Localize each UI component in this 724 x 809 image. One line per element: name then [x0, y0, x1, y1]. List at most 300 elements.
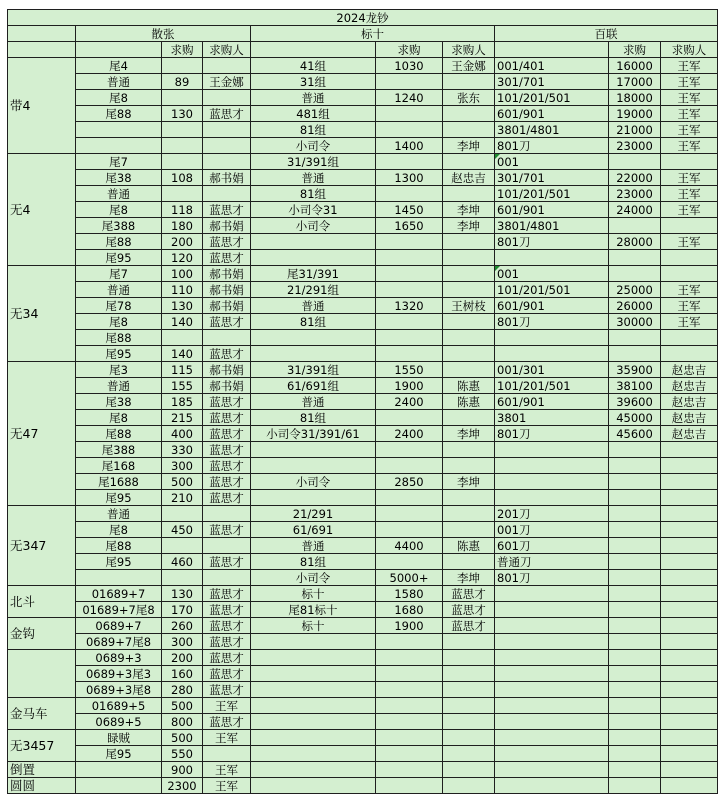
biaoshi-item-cell[interactable]: 小司令	[251, 218, 376, 234]
sanzhang-item-cell[interactable]: 尾8	[76, 410, 162, 426]
sanzhang-item-cell[interactable]: 0689+7尾8	[76, 634, 162, 650]
biaoshi-buyer-cell[interactable]	[443, 746, 495, 762]
bailian-item-cell[interactable]	[495, 730, 609, 746]
sanzhang-price-cell[interactable]: 800	[162, 714, 203, 730]
sanzhang-item-cell[interactable]: 尾88	[76, 234, 162, 250]
biaoshi-buyer-cell[interactable]	[443, 762, 495, 778]
header-blank[interactable]	[8, 26, 76, 42]
sanzhang-buyer-cell[interactable]	[203, 746, 251, 762]
biaoshi-price-cell[interactable]	[376, 314, 443, 330]
sanzhang-price-cell[interactable]: 155	[162, 378, 203, 394]
bailian-buyer-cell[interactable]	[661, 618, 718, 634]
column-header-bailian-buyer[interactable]: 求购人	[661, 42, 718, 58]
sanzhang-item-cell[interactable]: 普通	[76, 506, 162, 522]
sanzhang-price-cell[interactable]: 118	[162, 202, 203, 218]
biaoshi-price-cell[interactable]	[376, 234, 443, 250]
sanzhang-buyer-cell[interactable]: 郝书娟	[203, 378, 251, 394]
biaoshi-item-cell[interactable]: 尾31/391	[251, 266, 376, 282]
biaoshi-item-cell[interactable]	[251, 458, 376, 474]
biaoshi-price-cell[interactable]	[376, 346, 443, 362]
sanzhang-price-cell[interactable]	[162, 570, 203, 586]
biaoshi-item-cell[interactable]: 31组	[251, 74, 376, 90]
bailian-item-cell[interactable]: 601/901	[495, 394, 609, 410]
sanzhang-item-cell[interactable]: 普通	[76, 282, 162, 298]
biaoshi-item-cell[interactable]: 小司令31	[251, 202, 376, 218]
bailian-buyer-cell[interactable]: 王军	[661, 138, 718, 154]
biaoshi-price-cell[interactable]	[376, 458, 443, 474]
biaoshi-buyer-cell[interactable]: 陈惠	[443, 378, 495, 394]
sanzhang-buyer-cell[interactable]: 蓝思才	[203, 714, 251, 730]
bailian-buyer-cell[interactable]	[661, 218, 718, 234]
sanzhang-item-cell[interactable]: 尾8	[76, 202, 162, 218]
bailian-price-cell[interactable]: 28000	[609, 234, 661, 250]
biaoshi-buyer-cell[interactable]	[443, 698, 495, 714]
biaoshi-price-cell[interactable]	[376, 506, 443, 522]
sanzhang-buyer-cell[interactable]: 蓝思才	[203, 202, 251, 218]
bailian-buyer-cell[interactable]: 王军	[661, 122, 718, 138]
bailian-item-cell[interactable]: 001	[495, 266, 609, 282]
sanzhang-price-cell[interactable]: 140	[162, 346, 203, 362]
biaoshi-item-cell[interactable]	[251, 698, 376, 714]
group-label-cell[interactable]: 金钩	[8, 618, 76, 650]
biaoshi-item-cell[interactable]	[251, 250, 376, 266]
bailian-buyer-cell[interactable]: 王军	[661, 106, 718, 122]
sanzhang-item-cell[interactable]: 尾88	[76, 538, 162, 554]
sanzhang-item-cell[interactable]	[76, 762, 162, 778]
bailian-buyer-cell[interactable]: 王军	[661, 202, 718, 218]
biaoshi-price-cell[interactable]	[376, 442, 443, 458]
bailian-buyer-cell[interactable]	[661, 490, 718, 506]
bailian-buyer-cell[interactable]	[661, 698, 718, 714]
bailian-item-cell[interactable]: 301/701	[495, 170, 609, 186]
biaoshi-buyer-cell[interactable]	[443, 522, 495, 538]
sanzhang-item-cell[interactable]: 尾95	[76, 554, 162, 570]
bailian-item-cell[interactable]	[495, 330, 609, 346]
sanzhang-buyer-cell[interactable]: 王军	[203, 698, 251, 714]
bailian-item-cell[interactable]	[495, 650, 609, 666]
biaoshi-buyer-cell[interactable]: 赵忠吉	[443, 170, 495, 186]
bailian-item-cell[interactable]: 001刀	[495, 522, 609, 538]
bailian-buyer-cell[interactable]: 王军	[661, 282, 718, 298]
group-label-cell[interactable]: 无4	[8, 154, 76, 266]
bailian-item-cell[interactable]: 201刀	[495, 506, 609, 522]
bailian-price-cell[interactable]: 17000	[609, 74, 661, 90]
bailian-item-cell[interactable]	[495, 746, 609, 762]
biaoshi-item-cell[interactable]: 普通	[251, 170, 376, 186]
biaoshi-buyer-cell[interactable]: 李坤	[443, 570, 495, 586]
sanzhang-price-cell[interactable]: 215	[162, 410, 203, 426]
bailian-price-cell[interactable]	[609, 634, 661, 650]
biaoshi-buyer-cell[interactable]	[443, 154, 495, 170]
bailian-item-cell[interactable]	[495, 346, 609, 362]
bailian-buyer-cell[interactable]	[661, 538, 718, 554]
sanzhang-item-cell[interactable]: 尾1688	[76, 474, 162, 490]
bailian-item-cell[interactable]: 001	[495, 154, 609, 170]
biaoshi-buyer-cell[interactable]: 李坤	[443, 218, 495, 234]
bailian-buyer-cell[interactable]	[661, 522, 718, 538]
sanzhang-buyer-cell[interactable]: 蓝思才	[203, 650, 251, 666]
biaoshi-price-cell[interactable]: 4400	[376, 538, 443, 554]
bailian-buyer-cell[interactable]	[661, 506, 718, 522]
bailian-price-cell[interactable]	[609, 250, 661, 266]
biaoshi-price-cell[interactable]	[376, 330, 443, 346]
bailian-buyer-cell[interactable]: 王军	[661, 90, 718, 106]
bailian-buyer-cell[interactable]	[661, 602, 718, 618]
sanzhang-item-cell[interactable]: 尾168	[76, 458, 162, 474]
bailian-price-cell[interactable]: 26000	[609, 298, 661, 314]
sanzhang-buyer-cell[interactable]: 蓝思才	[203, 410, 251, 426]
biaoshi-buyer-cell[interactable]: 蓝思才	[443, 618, 495, 634]
bailian-item-cell[interactable]: 101/201/501	[495, 282, 609, 298]
bailian-buyer-cell[interactable]: 王军	[661, 186, 718, 202]
bailian-item-cell[interactable]	[495, 778, 609, 794]
header-blank[interactable]	[251, 42, 376, 58]
bailian-item-cell[interactable]: 801刀	[495, 426, 609, 442]
bailian-buyer-cell[interactable]	[661, 570, 718, 586]
bailian-price-cell[interactable]	[609, 618, 661, 634]
bailian-price-cell[interactable]	[609, 490, 661, 506]
biaoshi-price-cell[interactable]	[376, 682, 443, 698]
biaoshi-price-cell[interactable]: 1400	[376, 138, 443, 154]
sanzhang-price-cell[interactable]: 140	[162, 314, 203, 330]
sanzhang-buyer-cell[interactable]: 蓝思才	[203, 586, 251, 602]
sanzhang-buyer-cell[interactable]: 郝书娟	[203, 218, 251, 234]
bailian-item-cell[interactable]	[495, 442, 609, 458]
sanzhang-item-cell[interactable]: 尾8	[76, 522, 162, 538]
sanzhang-price-cell[interactable]: 115	[162, 362, 203, 378]
sanzhang-buyer-cell[interactable]: 蓝思才	[203, 554, 251, 570]
sheet-title[interactable]: 2024龙钞	[8, 10, 718, 26]
sanzhang-price-cell[interactable]: 130	[162, 586, 203, 602]
biaoshi-price-cell[interactable]: 1650	[376, 218, 443, 234]
bailian-item-cell[interactable]: 101/201/501	[495, 186, 609, 202]
bailian-item-cell[interactable]: 001/301	[495, 362, 609, 378]
sanzhang-item-cell[interactable]: 普通	[76, 186, 162, 202]
biaoshi-price-cell[interactable]	[376, 186, 443, 202]
bailian-price-cell[interactable]	[609, 730, 661, 746]
bailian-buyer-cell[interactable]	[661, 442, 718, 458]
sanzhang-item-cell[interactable]: 普通	[76, 74, 162, 90]
biaoshi-buyer-cell[interactable]: 李坤	[443, 138, 495, 154]
biaoshi-item-cell[interactable]: 81组	[251, 186, 376, 202]
bailian-item-cell[interactable]: 101/201/501	[495, 378, 609, 394]
biaoshi-buyer-cell[interactable]	[443, 778, 495, 794]
biaoshi-price-cell[interactable]	[376, 122, 443, 138]
biaoshi-price-cell[interactable]	[376, 522, 443, 538]
sanzhang-price-cell[interactable]: 2300	[162, 778, 203, 794]
biaoshi-buyer-cell[interactable]	[443, 266, 495, 282]
sanzhang-price-cell[interactable]: 89	[162, 74, 203, 90]
bailian-price-cell[interactable]: 22000	[609, 170, 661, 186]
bailian-buyer-cell[interactable]	[661, 330, 718, 346]
sanzhang-buyer-cell[interactable]	[203, 90, 251, 106]
bailian-buyer-cell[interactable]	[661, 154, 718, 170]
bailian-item-cell[interactable]: 普通刀	[495, 554, 609, 570]
sanzhang-item-cell[interactable]: 尾88	[76, 330, 162, 346]
biaoshi-price-cell[interactable]	[376, 762, 443, 778]
sanzhang-buyer-cell[interactable]	[203, 154, 251, 170]
biaoshi-item-cell[interactable]: 31/391组	[251, 154, 376, 170]
bailian-price-cell[interactable]	[609, 218, 661, 234]
biaoshi-buyer-cell[interactable]: 蓝思才	[443, 602, 495, 618]
bailian-buyer-cell[interactable]	[661, 762, 718, 778]
bailian-item-cell[interactable]: 3801/4801	[495, 218, 609, 234]
sanzhang-buyer-cell[interactable]	[203, 186, 251, 202]
group-label-cell[interactable]: 无47	[8, 362, 76, 506]
sanzhang-buyer-cell[interactable]: 郝书娟	[203, 282, 251, 298]
sanzhang-price-cell[interactable]: 500	[162, 730, 203, 746]
bailian-price-cell[interactable]	[609, 666, 661, 682]
sanzhang-buyer-cell[interactable]	[203, 506, 251, 522]
sanzhang-price-cell[interactable]: 130	[162, 298, 203, 314]
sanzhang-buyer-cell[interactable]: 蓝思才	[203, 682, 251, 698]
sanzhang-item-cell[interactable]: 尾78	[76, 298, 162, 314]
bailian-price-cell[interactable]	[609, 346, 661, 362]
biaoshi-item-cell[interactable]: 21/291	[251, 506, 376, 522]
biaoshi-buyer-cell[interactable]	[443, 666, 495, 682]
bailian-item-cell[interactable]: 001/401	[495, 58, 609, 74]
group-label-cell[interactable]: 倒置	[8, 762, 76, 778]
biaoshi-price-cell[interactable]	[376, 410, 443, 426]
sanzhang-price-cell[interactable]: 550	[162, 746, 203, 762]
sanzhang-buyer-cell[interactable]	[203, 122, 251, 138]
bailian-price-cell[interactable]: 30000	[609, 314, 661, 330]
sanzhang-buyer-cell[interactable]: 蓝思才	[203, 458, 251, 474]
biaoshi-item-cell[interactable]: 81组	[251, 554, 376, 570]
bailian-buyer-cell[interactable]: 赵忠吉	[661, 426, 718, 442]
sanzhang-item-cell[interactable]: 普通	[76, 378, 162, 394]
biaoshi-item-cell[interactable]	[251, 234, 376, 250]
bailian-buyer-cell[interactable]	[661, 730, 718, 746]
bailian-item-cell[interactable]	[495, 586, 609, 602]
group-label-cell[interactable]: 金马车	[8, 698, 76, 730]
header-blank[interactable]	[8, 42, 76, 58]
biaoshi-item-cell[interactable]	[251, 746, 376, 762]
biaoshi-item-cell[interactable]: 普通	[251, 298, 376, 314]
bailian-item-cell[interactable]: 801刀	[495, 314, 609, 330]
group-label-cell[interactable]: 带4	[8, 58, 76, 154]
sanzhang-price-cell[interactable]: 260	[162, 618, 203, 634]
biaoshi-buyer-cell[interactable]: 李坤	[443, 474, 495, 490]
biaoshi-price-cell[interactable]: 2400	[376, 426, 443, 442]
biaoshi-price-cell[interactable]	[376, 154, 443, 170]
sanzhang-item-cell[interactable]: 尾8	[76, 314, 162, 330]
sanzhang-buyer-cell[interactable]: 蓝思才	[203, 602, 251, 618]
header-blank[interactable]	[495, 42, 609, 58]
section-header-biaoshi[interactable]: 标十	[251, 26, 495, 42]
biaoshi-item-cell[interactable]: 普通	[251, 394, 376, 410]
bailian-buyer-cell[interactable]	[661, 746, 718, 762]
biaoshi-price-cell[interactable]: 2400	[376, 394, 443, 410]
biaoshi-item-cell[interactable]: 小司令	[251, 570, 376, 586]
bailian-buyer-cell[interactable]	[661, 474, 718, 490]
sanzhang-item-cell[interactable]: 0689+3尾8	[76, 682, 162, 698]
sanzhang-price-cell[interactable]: 180	[162, 218, 203, 234]
bailian-price-cell[interactable]	[609, 474, 661, 490]
bailian-price-cell[interactable]	[609, 442, 661, 458]
bailian-price-cell[interactable]	[609, 506, 661, 522]
bailian-item-cell[interactable]	[495, 602, 609, 618]
sanzhang-price-cell[interactable]: 130	[162, 106, 203, 122]
sanzhang-price-cell[interactable]: 500	[162, 474, 203, 490]
column-header-biaoshi-buyer[interactable]: 求购人	[443, 42, 495, 58]
sanzhang-price-cell[interactable]: 450	[162, 522, 203, 538]
sanzhang-item-cell[interactable]: 0689+3尾3	[76, 666, 162, 682]
biaoshi-item-cell[interactable]: 标十	[251, 586, 376, 602]
group-label-cell[interactable]: 无3457	[8, 730, 76, 762]
biaoshi-item-cell[interactable]	[251, 666, 376, 682]
bailian-buyer-cell[interactable]: 赵忠吉	[661, 362, 718, 378]
biaoshi-price-cell[interactable]: 2850	[376, 474, 443, 490]
biaoshi-buyer-cell[interactable]: 李坤	[443, 202, 495, 218]
bailian-price-cell[interactable]: 23000	[609, 186, 661, 202]
bailian-price-cell[interactable]	[609, 538, 661, 554]
biaoshi-buyer-cell[interactable]	[443, 714, 495, 730]
sanzhang-buyer-cell[interactable]: 王军	[203, 762, 251, 778]
bailian-price-cell[interactable]: 25000	[609, 282, 661, 298]
sanzhang-item-cell[interactable]: 尾38	[76, 170, 162, 186]
bailian-price-cell[interactable]: 23000	[609, 138, 661, 154]
sanzhang-buyer-cell[interactable]: 郝书娟	[203, 298, 251, 314]
bailian-buyer-cell[interactable]: 王军	[661, 170, 718, 186]
sanzhang-price-cell[interactable]	[162, 538, 203, 554]
bailian-item-cell[interactable]: 801刀	[495, 138, 609, 154]
bailian-item-cell[interactable]: 801刀	[495, 234, 609, 250]
sanzhang-item-cell[interactable]: 0689+5	[76, 714, 162, 730]
bailian-item-cell[interactable]: 3801/4801	[495, 122, 609, 138]
group-label-cell[interactable]	[8, 650, 76, 698]
bailian-price-cell[interactable]	[609, 266, 661, 282]
biaoshi-buyer-cell[interactable]	[443, 186, 495, 202]
column-header-sanzhang-price[interactable]: 求购	[162, 42, 203, 58]
biaoshi-buyer-cell[interactable]	[443, 346, 495, 362]
sanzhang-item-cell[interactable]: 0689+3	[76, 650, 162, 666]
bailian-buyer-cell[interactable]	[661, 682, 718, 698]
sanzhang-buyer-cell[interactable]: 蓝思才	[203, 426, 251, 442]
sanzhang-price-cell[interactable]: 200	[162, 234, 203, 250]
sanzhang-price-cell[interactable]: 400	[162, 426, 203, 442]
bailian-item-cell[interactable]	[495, 682, 609, 698]
biaoshi-price-cell[interactable]	[376, 730, 443, 746]
sanzhang-item-cell[interactable]	[76, 778, 162, 794]
biaoshi-price-cell[interactable]	[376, 250, 443, 266]
sanzhang-buyer-cell[interactable]: 王金娜	[203, 74, 251, 90]
sanzhang-buyer-cell[interactable]	[203, 330, 251, 346]
bailian-price-cell[interactable]: 24000	[609, 202, 661, 218]
bailian-buyer-cell[interactable]: 王军	[661, 58, 718, 74]
sanzhang-buyer-cell[interactable]	[203, 570, 251, 586]
biaoshi-price-cell[interactable]: 1030	[376, 58, 443, 74]
sanzhang-item-cell[interactable]: 尾3	[76, 362, 162, 378]
biaoshi-buyer-cell[interactable]	[443, 442, 495, 458]
bailian-buyer-cell[interactable]: 王军	[661, 298, 718, 314]
sanzhang-price-cell[interactable]: 300	[162, 458, 203, 474]
biaoshi-item-cell[interactable]: 标十	[251, 618, 376, 634]
bailian-buyer-cell[interactable]: 赵忠吉	[661, 394, 718, 410]
sanzhang-price-cell[interactable]	[162, 58, 203, 74]
bailian-item-cell[interactable]: 601刀	[495, 538, 609, 554]
sanzhang-buyer-cell[interactable]: 王军	[203, 730, 251, 746]
biaoshi-price-cell[interactable]	[376, 634, 443, 650]
group-label-cell[interactable]: 无34	[8, 266, 76, 362]
biaoshi-price-cell[interactable]: 5000+	[376, 570, 443, 586]
bailian-price-cell[interactable]: 18000	[609, 90, 661, 106]
sanzhang-buyer-cell[interactable]	[203, 138, 251, 154]
biaoshi-price-cell[interactable]	[376, 778, 443, 794]
sanzhang-price-cell[interactable]: 160	[162, 666, 203, 682]
bailian-price-cell[interactable]	[609, 458, 661, 474]
sanzhang-buyer-cell[interactable]: 蓝思才	[203, 394, 251, 410]
bailian-buyer-cell[interactable]	[661, 650, 718, 666]
column-header-bailian-price[interactable]: 求购	[609, 42, 661, 58]
biaoshi-price-cell[interactable]	[376, 490, 443, 506]
group-label-cell[interactable]: 圆圆	[8, 778, 76, 794]
biaoshi-price-cell[interactable]: 1900	[376, 618, 443, 634]
bailian-buyer-cell[interactable]	[661, 778, 718, 794]
biaoshi-price-cell[interactable]	[376, 714, 443, 730]
bailian-item-cell[interactable]	[495, 634, 609, 650]
sanzhang-price-cell[interactable]: 330	[162, 442, 203, 458]
biaoshi-item-cell[interactable]	[251, 730, 376, 746]
biaoshi-price-cell[interactable]	[376, 666, 443, 682]
sanzhang-price-cell[interactable]: 100	[162, 266, 203, 282]
sanzhang-item-cell[interactable]: 尾88	[76, 106, 162, 122]
biaoshi-buyer-cell[interactable]: 陈惠	[443, 394, 495, 410]
biaoshi-item-cell[interactable]: 81组	[251, 314, 376, 330]
biaoshi-price-cell[interactable]: 1900	[376, 378, 443, 394]
biaoshi-item-cell[interactable]	[251, 634, 376, 650]
sanzhang-price-cell[interactable]	[162, 330, 203, 346]
biaoshi-item-cell[interactable]: 21/291组	[251, 282, 376, 298]
bailian-price-cell[interactable]	[609, 698, 661, 714]
sanzhang-buyer-cell[interactable]: 蓝思才	[203, 346, 251, 362]
biaoshi-buyer-cell[interactable]: 王金娜	[443, 58, 495, 74]
sanzhang-buyer-cell[interactable]: 郝书娟	[203, 170, 251, 186]
biaoshi-buyer-cell[interactable]: 李坤	[443, 426, 495, 442]
bailian-item-cell[interactable]: 801刀	[495, 570, 609, 586]
biaoshi-buyer-cell[interactable]	[443, 634, 495, 650]
biaoshi-buyer-cell[interactable]: 张东	[443, 90, 495, 106]
bailian-item-cell[interactable]	[495, 666, 609, 682]
biaoshi-item-cell[interactable]: 31/391组	[251, 362, 376, 378]
bailian-buyer-cell[interactable]	[661, 586, 718, 602]
sanzhang-item-cell[interactable]	[76, 570, 162, 586]
biaoshi-item-cell[interactable]	[251, 442, 376, 458]
biaoshi-price-cell[interactable]: 1240	[376, 90, 443, 106]
sanzhang-buyer-cell[interactable]: 王军	[203, 778, 251, 794]
sanzhang-item-cell[interactable]: 尾95	[76, 746, 162, 762]
sanzhang-price-cell[interactable]	[162, 506, 203, 522]
bailian-price-cell[interactable]: 38100	[609, 378, 661, 394]
sanzhang-buyer-cell[interactable]: 蓝思才	[203, 634, 251, 650]
sanzhang-buyer-cell[interactable]: 蓝思才	[203, 522, 251, 538]
bailian-price-cell[interactable]	[609, 522, 661, 538]
sanzhang-item-cell[interactable]: 01689+7	[76, 586, 162, 602]
bailian-price-cell[interactable]	[609, 586, 661, 602]
sanzhang-item-cell[interactable]: 尾95	[76, 490, 162, 506]
sanzhang-buyer-cell[interactable]: 蓝思才	[203, 106, 251, 122]
biaoshi-price-cell[interactable]	[376, 746, 443, 762]
biaoshi-item-cell[interactable]: 小司令	[251, 474, 376, 490]
sanzhang-price-cell[interactable]: 185	[162, 394, 203, 410]
bailian-buyer-cell[interactable]	[661, 634, 718, 650]
biaoshi-item-cell[interactable]	[251, 682, 376, 698]
sanzhang-price-cell[interactable]: 120	[162, 250, 203, 266]
biaoshi-item-cell[interactable]	[251, 778, 376, 794]
bailian-buyer-cell[interactable]	[661, 554, 718, 570]
biaoshi-buyer-cell[interactable]	[443, 730, 495, 746]
biaoshi-item-cell[interactable]	[251, 330, 376, 346]
